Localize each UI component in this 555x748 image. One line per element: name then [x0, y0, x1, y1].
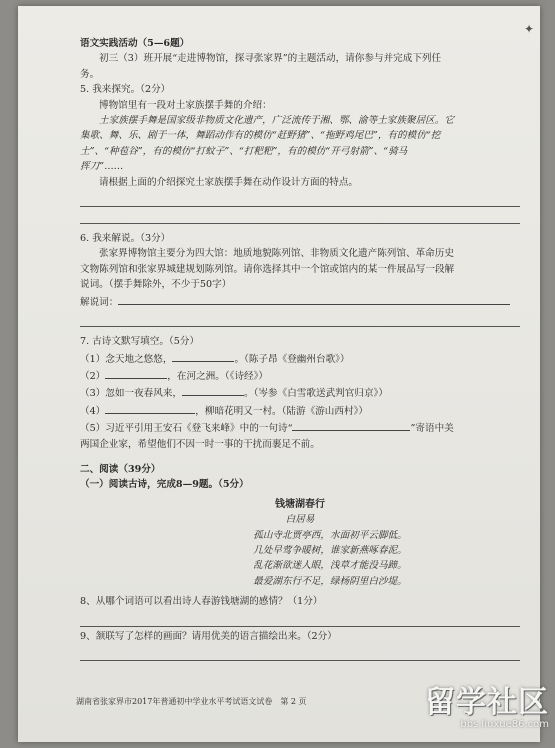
- poem-line: 乱花渐欲迷人眼，浅草才能没马蹄。: [253, 560, 407, 572]
- q8-label: 8、从哪个词语可以看出诗人春游钱塘湖的感情？（1分）: [80, 596, 323, 608]
- q7-item-3: [80, 384, 520, 401]
- q6-label: 6. 我来解说。（3分）: [80, 233, 171, 245]
- q6-answer-line[interactable]: [80, 312, 520, 327]
- exam-content: [80, 36, 520, 663]
- practice-intro-cont: 务。: [80, 68, 100, 80]
- q5-lead: 博物馆里有一段对土家族摆手舞的介绍：: [99, 99, 272, 111]
- q7-blank-2[interactable]: [105, 367, 167, 379]
- q5-text: 土家族摆手舞是国家级非物质文化遗产，广泛流传于湘、鄂、渝等土家族聚居区。它: [99, 115, 454, 127]
- corner-mark-icon: ✦: [523, 22, 534, 36]
- q7-item-text: 。（陈子昂《登幽州台歌》）: [234, 353, 350, 365]
- q5-text: 土”、“种苞谷”，有的模仿“打蚊子”、“打粑粑”，有的模仿“开弓射箭”、“骑马: [80, 145, 408, 157]
- q5-answer-line[interactable]: [80, 209, 520, 224]
- q6-text: 文物陈列馆和张家界城建规划陈列馆。请你选择其中一个馆或馆内的某一件展品写一段解: [80, 263, 455, 275]
- q8-answer-line[interactable]: [80, 612, 520, 627]
- q7-item-text: ”寄语中美: [410, 423, 454, 435]
- q7-item-text: ，柳暗花明又一村。（陆游《游山西村》）: [195, 405, 368, 417]
- q5-text: 挥刀”……: [80, 161, 124, 173]
- watermark-url: bbs.liuxue86.com: [460, 719, 549, 730]
- watermark-logo: [425, 677, 549, 730]
- exam-page: [18, 6, 540, 742]
- q7-item-1: [80, 350, 520, 367]
- q7-item-text: （2）: [80, 370, 106, 382]
- watermark-main: 留学社区: [425, 685, 549, 720]
- reading-sub-title: （一）阅读古诗，完成8—9题。（5分）: [80, 479, 249, 491]
- q7-item-5-cont: 两国企业家，希望他们不因一时一事的干扰而裹足不前。: [80, 438, 320, 450]
- q9-label: 9、颔联写了怎样的画面？请用优美的语言描绘出来。（2分）: [80, 630, 337, 642]
- q7-label: 7. 古诗文默写填空。（5分）: [80, 336, 200, 348]
- q7-item-2: [80, 367, 520, 384]
- q6-answer-row: [80, 293, 520, 310]
- poem-title: 钱塘湖春行: [275, 498, 325, 510]
- q9-answer-line[interactable]: [80, 646, 520, 661]
- q7-item-text: （3）忽如一夜春风来，: [80, 388, 183, 400]
- q5-task: 请根据上面的介绍探究土家族摆手舞在动作设计方面的特点。: [99, 176, 359, 188]
- q6-text: 张家界博物馆主要分为四大馆：地质地貌陈列馆、非物质文化遗产陈列馆、革命历史: [99, 248, 454, 260]
- poem-line: 最爱湖东行不足，绿杨阴里白沙堤。: [253, 575, 407, 587]
- poem-author: 白居易: [285, 514, 315, 526]
- q5-text: 集歌、舞、乐、剧于一体，舞蹈动作有的模仿“赶野猪”、“拖野鸡尾巴”，有的模仿“挖: [80, 130, 441, 142]
- q7-item-4: [80, 402, 520, 419]
- q5-label: 5. 我来探究。（2分）: [80, 84, 171, 96]
- q7-item-text: 。（岑参《白雪歌送武判官归京》）: [244, 388, 388, 400]
- section-title-practice: 语文实践活动（5—6题）: [80, 38, 190, 49]
- poem-line: 几处早莺争暖树，谁家新燕啄春泥。: [253, 544, 407, 556]
- q7-item-text: ，在河之洲。（《诗经》）: [167, 370, 269, 382]
- q6-answer-label: 解说词：: [80, 296, 119, 308]
- q6-text: 说词。（摆手舞除外，不少于50字）: [80, 279, 232, 291]
- q6-answer-blank[interactable]: [118, 293, 510, 305]
- section-title-reading: 二、阅读（39分）: [80, 463, 161, 475]
- q7-item-text: （5）习近平引用王安石《登飞来峰》中的一句诗“: [80, 423, 293, 435]
- q7-blank-3[interactable]: [182, 384, 244, 396]
- q7-item-text: （1）念天地之悠悠，: [80, 353, 173, 365]
- q7-blank-5[interactable]: [292, 419, 410, 431]
- q7-blank-4[interactable]: [105, 402, 195, 414]
- poem-line: 孤山寺北贾亭西，水面初平云脚低。: [253, 529, 407, 541]
- q7-blank-1[interactable]: [172, 350, 234, 362]
- q7-item-text: （4）: [80, 405, 106, 417]
- practice-intro: 初三（3）班开展“走进博物馆，探寻张家界”的主题活动，请你参与并完成下列任: [99, 53, 442, 65]
- q7-item-5: [80, 419, 520, 436]
- q5-answer-line[interactable]: [80, 192, 520, 207]
- page-footer: 湖南省张家界市2017年普通初中学业水平考试语文试卷 第 2 页: [76, 697, 307, 706]
